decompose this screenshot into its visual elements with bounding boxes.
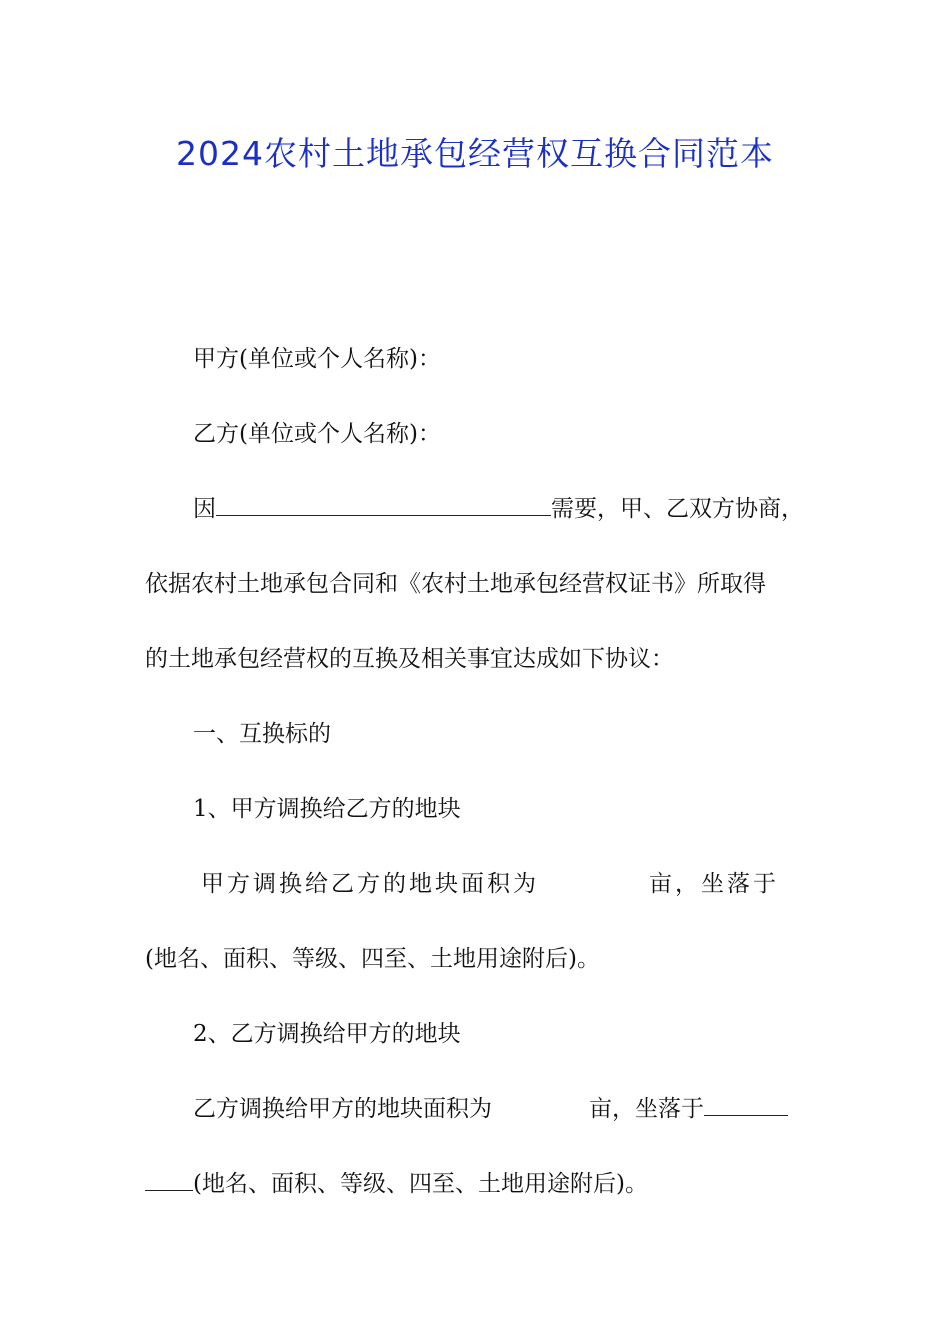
item-1-text-line (201, 868, 779, 900)
document-title: 2024农村土地承包经营权互换合同范本 (176, 134, 774, 173)
item-1-location-label: 亩，坐落于 (649, 871, 779, 897)
intro-prefix: 因 (193, 496, 216, 522)
item-2-text-line (193, 1093, 788, 1125)
item-2-details: (地名、面积、等级、四至、土地用途附后)。 (193, 1171, 648, 1197)
section-1-heading: 一、互换标的 (193, 721, 331, 747)
item-2-location-label: 亩，坐落于 (589, 1096, 704, 1122)
item-1-details: (地名、面积、等级、四至、土地用途附后)。 (145, 946, 600, 972)
item-2-details-line (145, 1168, 648, 1200)
intro-line-2: 依据农村土地承包合同和《农村土地承包经营权证书》所取得 (145, 571, 766, 597)
party-b-line: 乙方(单位或个人名称)： (193, 421, 441, 447)
item-2-heading: 2、乙方调换给甲方的地块 (193, 1021, 461, 1047)
party-a-line: 甲方(单位或个人名称)： (193, 346, 441, 372)
intro-suffix: 需要，甲、乙双方协商， (551, 496, 804, 522)
item-2-location-blank (704, 1095, 788, 1116)
item-1-area-label: 甲方调换给乙方的地块面积为 (201, 871, 539, 897)
reason-blank (216, 495, 551, 516)
item-1-heading: 1、甲方调换给乙方的地块 (193, 796, 461, 822)
item-2-location-blank-cont (145, 1170, 193, 1191)
intro-line-1 (193, 493, 804, 525)
intro-line-3: 的土地承包经营权的互换及相关事宜达成如下协议： (145, 646, 674, 672)
item-2-area-label: 乙方调换给甲方的地块面积为 (193, 1096, 492, 1122)
